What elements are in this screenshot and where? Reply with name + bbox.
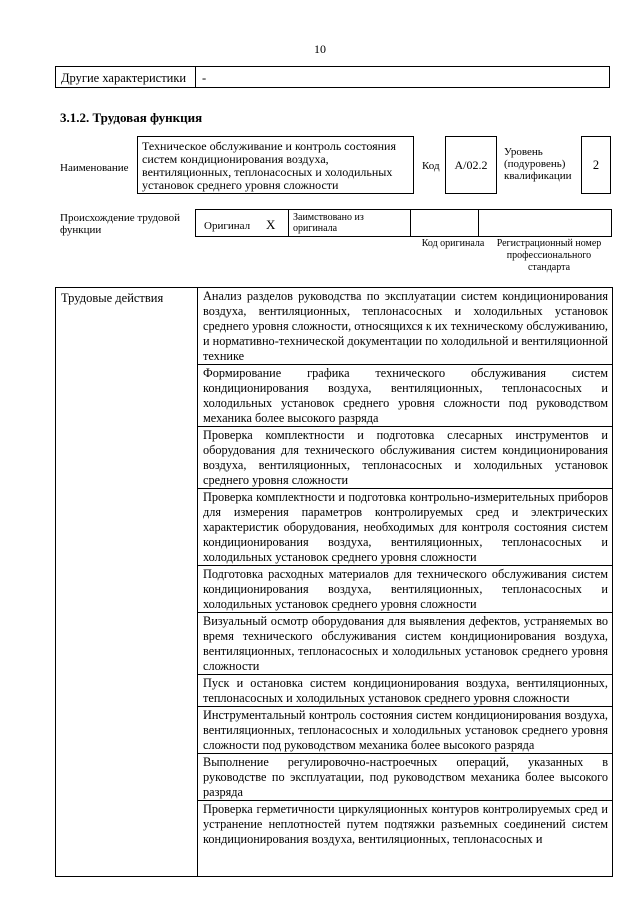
- origin-original-label: Оригинал: [204, 220, 251, 232]
- origin-original-cell: [196, 210, 289, 236]
- labor-action-item: Пуск и остановка систем кондиционирования воздуха, вентиляционных, теплонасосных и холодильных установок среднего уровня сложности: [198, 675, 612, 707]
- page-number: 10: [314, 42, 326, 56]
- labor-action-item: Проверка комплектности и подготовка контрольно-измерительных приборов для измерения параметров контролируемых сред и электрических характеристик оборудования, необходимых для контроля состояния систем кондиционирования воздуха, вентиляционных, теплонасосных и холодильных установок среднего уровня сложности: [198, 489, 612, 566]
- function-code-box: A/02.2: [445, 136, 497, 194]
- function-code-label: Код: [422, 160, 440, 172]
- other-characteristics-row: [55, 66, 610, 88]
- origin-row: [195, 209, 612, 237]
- origin-reg-caption: Регистрационный номер профессионального стандарта: [496, 238, 602, 273]
- origin-original-mark: X: [266, 217, 276, 232]
- origin-reg-number-cell: [479, 210, 611, 236]
- origin-code-cell: [411, 210, 479, 236]
- labor-action-item: Анализ разделов руководства по эксплуатации систем кондиционирования воздуха, вентиляционных, теплонасосных и холодильных установок среднего уровня сложности, относящихся к их техническому обслуживанию, и нормативно-технической документации по холодильной и вентиляционной технике: [198, 288, 612, 365]
- function-name-label: Наименование: [60, 162, 129, 174]
- origin-borrowed-cell: Заимствовано из оригинала: [289, 210, 411, 236]
- qualification-level-label-text: Уровень (подуровень) квалификации: [504, 146, 572, 182]
- labor-action-item: Инструментальный контроль состояния систем кондиционирования воздуха, вентиляционных, теплонасосных и холодильных установок среднего уровня сложности под руководством механика более высокого разряда: [198, 707, 612, 754]
- origin-code-caption: Код оригинала: [421, 238, 485, 249]
- labor-actions-table: [55, 287, 613, 877]
- labor-action-item: Визуальный осмотр оборудования для выявления дефектов, устраняемых во время технического обслуживания систем кондиционирования воздуха, вентиляционных, теплонасосных и холодильных установок среднего уровня сложности: [198, 613, 612, 675]
- section-title: 3.1.2. Трудовая функция: [60, 110, 203, 125]
- labor-actions-list: [198, 288, 612, 876]
- labor-actions-header: Трудовые действия: [56, 288, 198, 876]
- labor-action-item: Формирование графика технического обслуживания систем кондиционирования воздуха, вентиляционных, теплонасосных и холодильных установок среднего уровня сложности под руководством механика более высокого разряда: [198, 365, 612, 427]
- other-characteristics-value: -: [202, 71, 207, 85]
- qualification-level-box: 2: [581, 136, 611, 194]
- qualification-level-label: [504, 146, 574, 182]
- labor-action-item: Проверка герметичности циркуляционных контуров контролируемых сред и устранение неплотностей путем подтяжки разъемных соединений систем кондиционирования воздуха, вентиляционных, теплонасосных и: [203, 802, 608, 846]
- origin-label: Происхождение трудовой функции: [60, 212, 181, 236]
- function-name-box: Техническое обслуживание и контроль состояния систем кондиционирования воздуха, вентиляционных, теплонасосных и холодильных установок среднего уровня сложности: [137, 136, 414, 194]
- labor-action-item: Выполнение регулировочно-настроечных операций, указанных в руководстве по эксплуатации, под руководством механика более высокого разряда: [198, 754, 612, 801]
- other-characteristics-label: Другие характеристики: [56, 67, 196, 87]
- labor-action-item: Подготовка расходных материалов для технического обслуживания систем кондиционирования воздуха, вентиляционных, теплонасосных и холодильных установок среднего уровня сложности: [198, 566, 612, 613]
- labor-action-item: Проверка комплектности и подготовка слесарных инструментов и оборудования для технического обслуживания систем кондиционирования воздуха, вентиляционных, теплонасосных и холодильных установок среднего уровня сложности: [198, 427, 612, 489]
